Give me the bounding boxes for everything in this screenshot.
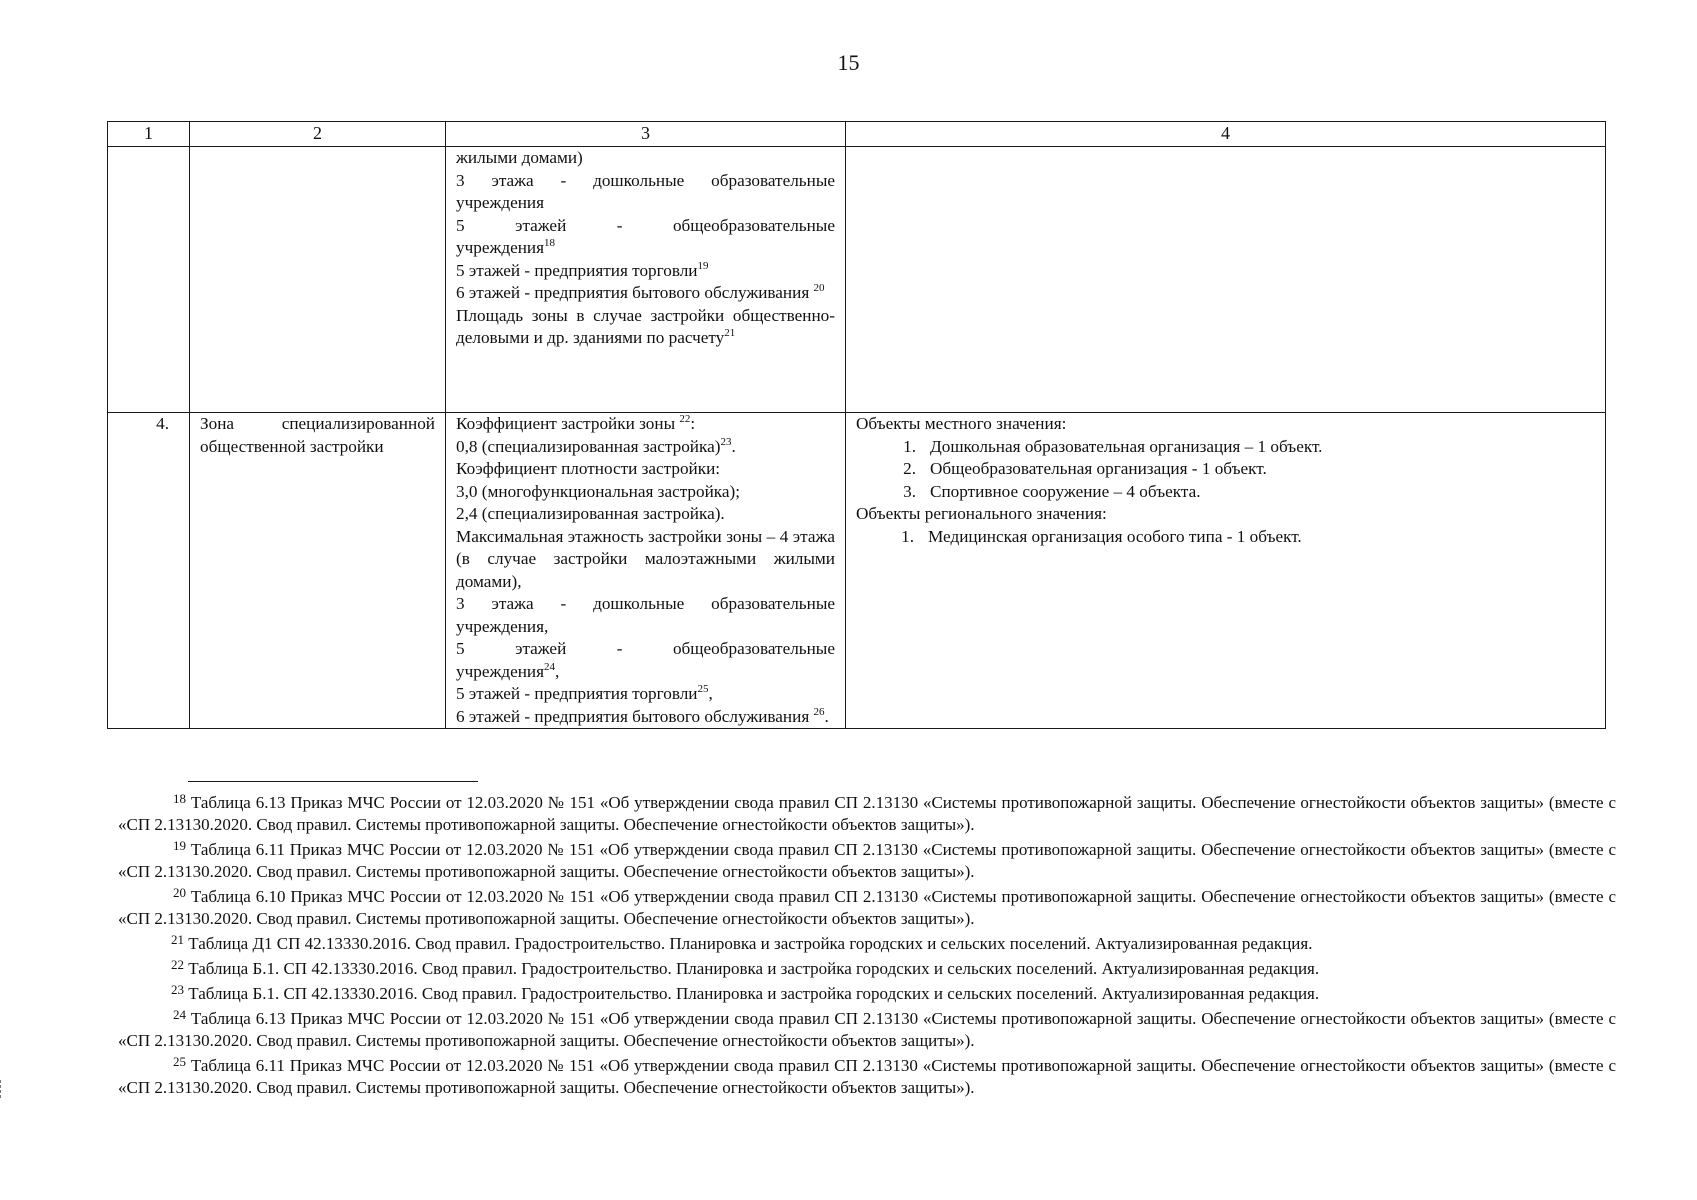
footnote: $^{21}$ Таблица Д1 СП 42.13330.2016. Свод правил. Градостроительство. Планировка и застройка городских и сельских поселений. Актуализированная редакция. — [171, 932, 1313, 953]
param-line: Коэффициент застройки зоны $^{22}$: — [456, 413, 696, 433]
cell-zone — [190, 147, 446, 413]
header-col-1: 1 — [108, 122, 190, 147]
param-line: 5 этажей - предприятия торговли$^{25}$, — [456, 683, 713, 703]
footnote-ref: 26 — [813, 705, 825, 718]
zoning-table — [107, 121, 1606, 729]
footnote: $^{19}$ Таблица 6.11 Приказ МЧС России от 12.03.2020 № 151 «Об утверждении свода правил СП 2.13130 «Системы противопожарной защиты. Обеспечение огнестойкости объектов защиты» (вместе с «СП 2.13130.2020. Свод правил. Системы противопожарной защиты. Обеспечение огнестойкости объектов защиты»). — [118, 838, 1617, 881]
param-line: 6 этажей - предприятия бытового обслуживания $^{20}$ — [456, 282, 825, 302]
cell-params — [446, 413, 846, 729]
local-objects-heading: Объекты местного значения: — [856, 414, 1067, 433]
cell-zone: Зона специализированной общественной застройки — [190, 413, 446, 729]
footnote-ref: 23 — [720, 435, 732, 448]
cell-objects — [846, 147, 1606, 413]
param-line: 3 этажа - дошкольные образовательные учреждения, — [456, 594, 835, 636]
param-line-spaced: 5 этажей - общеобразовательные — [456, 215, 835, 235]
header-col-4: 4 — [846, 122, 1606, 147]
footnote-ref: 25 — [697, 683, 709, 695]
param-line-spaced: 5 этажей - общеобразовательные — [456, 639, 835, 658]
table-row-continued — [108, 147, 1606, 413]
footnote: $^{23}$ Таблица Б.1. СП 42.13330.2016. Свод правил. Градостроительство. Планировка и застройка городских и сельских поселений. Актуализированная редакция. — [171, 982, 1320, 1003]
param-line: Площадь зоны в случае застройки общественно-деловыми и др. зданиями по расчету$^{21}$ — [456, 305, 835, 347]
cell-num: 4. — [108, 413, 190, 729]
list-item: 3. Спортивное сооружение – 4 объекта. — [903, 481, 1201, 501]
footnote-ref: 18 — [544, 237, 556, 249]
footnote: $^{20}$ Таблица 6.10 Приказ МЧС России от 12.03.2020 № 151 «Об утверждении свода правил СП 2.13130 «Системы противопожарной защиты. Обеспечение огнестойкости объектов защиты» (вместе с «СП 2.13130.2020. Свод правил. Системы противопожарной защиты. Обеспечение огнестойкости объектов защиты»). — [118, 885, 1616, 928]
header-col-3: 3 — [446, 122, 846, 147]
footnote-ref: 24 — [544, 660, 556, 673]
param-line: 0,8 (специализированная застройка)$^{23}$. — [456, 435, 736, 456]
param-line: учреждения$^{24}$, — [456, 660, 560, 681]
param-line: 6 этажей - предприятия бытового обслуживания $^{26}$. — [456, 705, 829, 726]
cell-num — [108, 147, 190, 413]
footnote: $^{25}$ Таблица 6.11 Приказ МЧС России от 12.03.2020 № 151 «Об утверждении свода правил СП 2.13130 «Системы противопожарной защиты. Обеспечение огнестойкости объектов защиты» (вместе с «СП 2.13130.2020. Свод правил. Системы противопожарной защиты. Обеспечение огнестойкости объектов защиты»). — [118, 1054, 1617, 1097]
footnote-ref: 22 — [679, 413, 691, 425]
list-item: 2. Общеобразовательная организация - 1 объект. — [903, 459, 1267, 478]
list-item: 1. Медицинская организация особого типа - 1 объект. — [901, 526, 1302, 546]
param-line: Максимальная этажность застройки зоны – 4 этажа (в случае застройки малоэтажными жилыми домами), — [456, 526, 835, 591]
list-item: 1. Дошкольная образовательная организация – 1 объект. — [903, 436, 1323, 456]
regional-objects-list — [856, 526, 1595, 549]
footnote-ref: 19 — [697, 259, 709, 272]
param-line: жилыми домами) — [456, 148, 583, 167]
param-line: Коэффициент плотности застройки: — [456, 459, 721, 478]
footnotes — [118, 792, 1616, 1102]
table-header-row — [108, 122, 1606, 147]
page-number: 15 — [837, 50, 860, 75]
cell-objects — [846, 413, 1606, 729]
param-line: учреждения$^{18}$ — [456, 237, 556, 257]
footnote: $^{18}$ Таблица 6.13 Приказ МЧС России от 12.03.2020 № 151 «Об утверждении свода правил СП 2.13130 «Системы противопожарной защиты. Обеспечение огнестойкости объектов защиты» (вместе с «СП 2.13130.2020. Свод правил. Системы противопожарной защиты. Обеспечение огнестойкости объектов защиты»). — [118, 791, 1616, 834]
footnote-ref: 20 — [813, 282, 825, 294]
cell-params — [446, 147, 846, 413]
header-col-2: 2 — [190, 122, 446, 147]
param-line: 3,0 (многофункциональная застройка); — [456, 481, 741, 501]
footnote: $^{22}$ Таблица Б.1. СП 42.13330.2016. Свод правил. Градостроительство. Планировка и застройка городских и сельских поселений. Актуализированная редакция. — [171, 957, 1320, 978]
footnote-ref: 21 — [724, 327, 736, 339]
footnote: $^{24}$ Таблица 6.13 Приказ МЧС России от 12.03.2020 № 151 «Об утверждении свода правил СП 2.13130 «Системы противопожарной защиты. Обеспечение огнестойкости объектов защиты» (вместе с «СП 2.13130.2020. Свод правил. Системы противопожарной защиты. Обеспечение огнестойкости объектов защиты»). — [118, 1007, 1616, 1050]
local-objects-list — [856, 436, 1595, 504]
table-row-4 — [108, 413, 1606, 729]
scan-edge-mark — [0, 1080, 7, 1098]
footnote-separator — [188, 781, 478, 782]
regional-objects-heading: Объекты регионального значения: — [856, 504, 1107, 523]
param-line: 2,4 (специализированная застройка). — [456, 504, 725, 523]
param-line: 5 этажей - предприятия торговли$^{19}$ — [456, 259, 709, 280]
param-line: 3 этажа - дошкольные образовательные учреждения — [456, 170, 835, 212]
